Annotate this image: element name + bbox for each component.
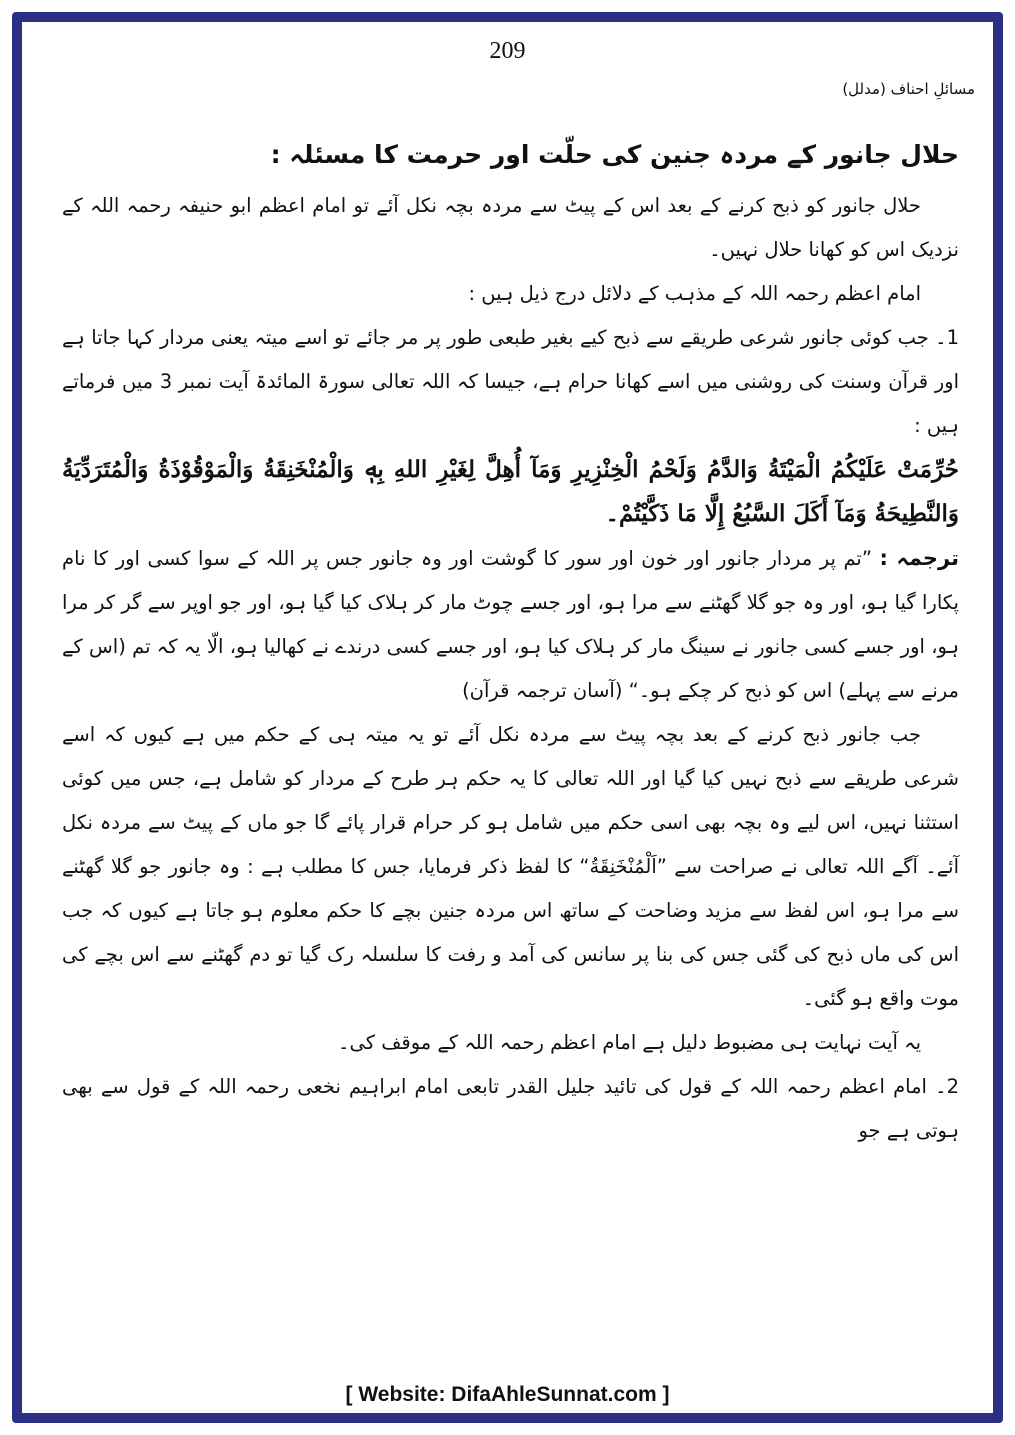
- page-number: 209: [489, 38, 526, 64]
- translation-label: ترجمہ :: [879, 546, 959, 570]
- paragraph-point-2: 2۔ امام اعظم رحمہ اللہ کے قول کی تائید جلیل القدر تابعی امام ابراہیم نخعی رحمہ اللہ کے قول سے بھی ہوتی ہے جو: [62, 1075, 959, 1142]
- section-heading: حلال جانور کے مردہ جنین کی حلّت اور حرمت کا مسئلہ :: [270, 140, 959, 169]
- paragraph-evidence: امام اعظم رحمہ اللہ کے مذہب کے دلائل درج ذیل ہیں :: [468, 282, 921, 305]
- translation-paragraph: [62, 536, 959, 713]
- document-page: [22, 22, 993, 1413]
- paragraph-point-1: 1۔ جب کوئی جانور شرعی طریقے سے ذبح کیے بغیر طبعی طور پر مر جائے تو اسے میتہ یعنی مردار کہا جاتا ہے اور قرآن وسنت کی روشنی میں اسے کھانا حرام ہے، جیسا کہ اللہ تعالی سورۃ المائدۃ آیت نمبر 3 میں فرماتے ہیں :: [62, 326, 959, 437]
- website-footer: [ Website: DifaAhleSunnat.com ]: [345, 1383, 670, 1406]
- arabic-verse: حُرِّمَتْ عَلَيْكُمُ الْمَيْتَةُ وَالدَّمُ وَلَحْمُ الْخِنْزِيرِ وَمَآ أُهِلَّ لِغَيْرِ اللهِ بِهٖ وَالْمُنْخَنِقَةُ وَالْمَوْقُوْذَةُ وَالْمُتَرَدِّيَةُ وَالنَّطِيحَةُ وَمَآ أَكَلَ السَّبُعُ إِلَّا مَا ذَكَّيْتُمْ۔: [62, 456, 959, 527]
- translation-text: ”تم پر مردار جانور اور خون اور سور کا گوشت اور وہ جانور جس پر اللہ کے سوا کسی اور کا نام پکارا گیا ہو، اور وہ جو گلا گھٹنے سے مرا ہو، اور جسے چوٹ مار کر ہلاک کیا گیا ہو، اور جو اوپر سے گر کر مرا ہو، اور جسے کسی جانور نے سینگ مار کر ہلاک کیا ہو، اور جسے کسی درندے نے کھالیا ہو، الّا یہ کہ تم (اس کے مرنے سے پہلے) اس کو ذبح کر چکے ہو۔“ (آسان ترجمہ قرآن): [62, 547, 959, 702]
- running-head: مسائلِ احناف (مدلل): [842, 80, 975, 98]
- paragraph-conclusion: یہ آیت نہایت ہی مضبوط دلیل ہے امام اعظم رحمہ اللہ کے موقف کی۔: [338, 1031, 921, 1054]
- paragraph-explanation: جب جانور ذبح کرنے کے بعد بچہ پیٹ سے مردہ نکل آئے تو یہ میتہ ہی کے حکم میں ہے کیوں کہ اسے شرعی طریقے سے ذبح نہیں کیا گیا اور اللہ تعالی کا یہ حکم ہر طرح کے مردار کو شامل ہے، جس میں کوئی استثنا نہیں، اس لیے وہ بچہ بھی اسی حکم میں شامل ہو کر حرام قرار پائے گا جو ماں کے پیٹ سے مردہ نکل آئے۔ آگے اللہ تعالی نے صراحت سے ”اَلْمُنْخَنِقَةُ“ کا لفظ ذکر فرمایا، جس کا مطلب ہے : وہ جانور جو گلا گھٹنے سے مرا ہو، اس لفظ سے مزید وضاحت کے ساتھ اس مردہ جنین بچے کا حکم معلوم ہو جاتا ہے کیوں کہ جب اس کی ماں ذبح کی گئی جس کی بنا پر سانس کی آمد و رفت کا سلسلہ رک گیا تو دم گھٹنے سے اس بچے کی موت واقع ہو گئی۔: [62, 723, 959, 1010]
- page-body: [62, 132, 959, 1153]
- paragraph-intro: حلال جانور کو ذبح کرنے کے بعد اس کے پیٹ سے مردہ بچہ نکل آئے تو امام اعظم ابو حنیفہ رحمہ اللہ کے نزدیک اس کو کھانا حلال نہیں۔: [62, 194, 959, 261]
